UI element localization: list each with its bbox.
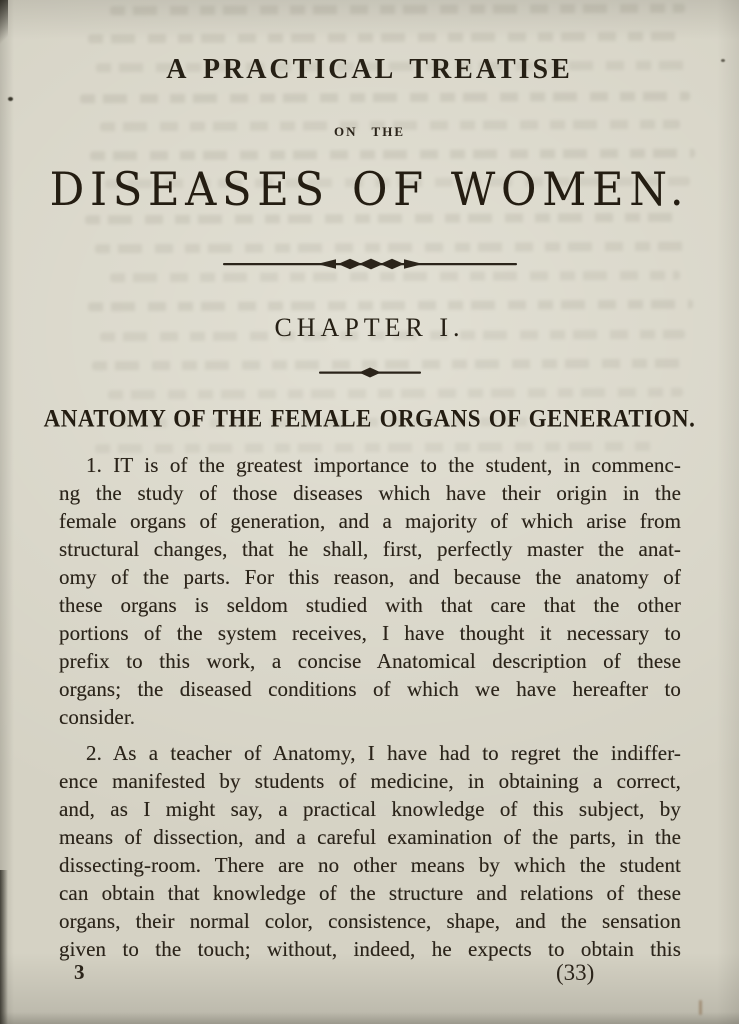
page-edge-shadow [0,870,8,1024]
text-line: 2. As a teacher of Anatomy, I have had to regret the indiffer- [86,741,681,765]
show-through-line [80,92,690,104]
chapter-heading: CHAPTER I. [274,313,465,342]
show-through-line [90,149,695,161]
small-rule [0,366,739,384]
text-line: these organs is seldom studied with that care that the other [59,593,681,617]
text-line: female organs of generation, and a majority of which arise from [59,509,681,533]
text-line: structural changes, that he shall, first, perfectly master the anat- [59,537,681,561]
text-line: organs, their normal color, consistence, shape, and the sensation [59,909,681,933]
page-edge-shadow [0,0,8,48]
ink-speck [8,97,13,101]
page-body [59,451,681,963]
show-through-line [110,4,685,16]
page-number: (33) [556,960,595,985]
signature-mark: 3 [74,960,85,984]
show-through-line [95,242,690,254]
series-title: A PRACTICAL TREATISE [166,54,573,85]
text-line: prefix to this work, a concise Anatomical description of these [59,649,681,673]
paragraph-2 [59,739,681,963]
ornamental-rule [0,256,739,274]
fleuron-divider-icon [222,256,518,272]
show-through-line [88,300,693,312]
book-title: DISEASES OF WOMEN. [49,162,690,216]
text-line: 1. IT is of the greatest importance to the student, in commenc- [86,453,681,477]
subtitle: ON THE [334,124,405,139]
text-line: omy of the parts. For this reason, and because the anatomy of [59,565,681,589]
text-line: ence manifested by students of medicine, in obtaining a correct, [59,769,681,793]
text-line: dissecting-room. There are no other means by which the student [59,853,681,877]
show-through-line [108,388,683,400]
page-edge-shadow [0,1012,739,1024]
text-line: organs; the diseased conditions of which we have hereafter to [59,677,681,701]
text-line: portions of the system receives, I have thought it necessary to [59,621,681,645]
paragraph-1 [59,451,681,731]
ink-speck [699,1000,702,1015]
text-line: and, as I might say, a practical knowledge of this subject, by [59,797,681,821]
text-line: can obtain that knowledge of the structure and relations of these [59,881,681,905]
text-line: ng the study of those diseases which have their origin in the [59,481,681,505]
diamond-rule-icon [318,366,422,379]
text-line: means of dissection, and a careful examination of the parts, in the [59,825,681,849]
text-line: given to the touch; without, indeed, he expects to obtain this [59,937,681,961]
section-heading: ANATOMY OF THE FEMALE ORGANS OF GENERATION. [43,404,696,432]
show-through-line [88,32,688,44]
text-line: consider. [59,705,136,729]
